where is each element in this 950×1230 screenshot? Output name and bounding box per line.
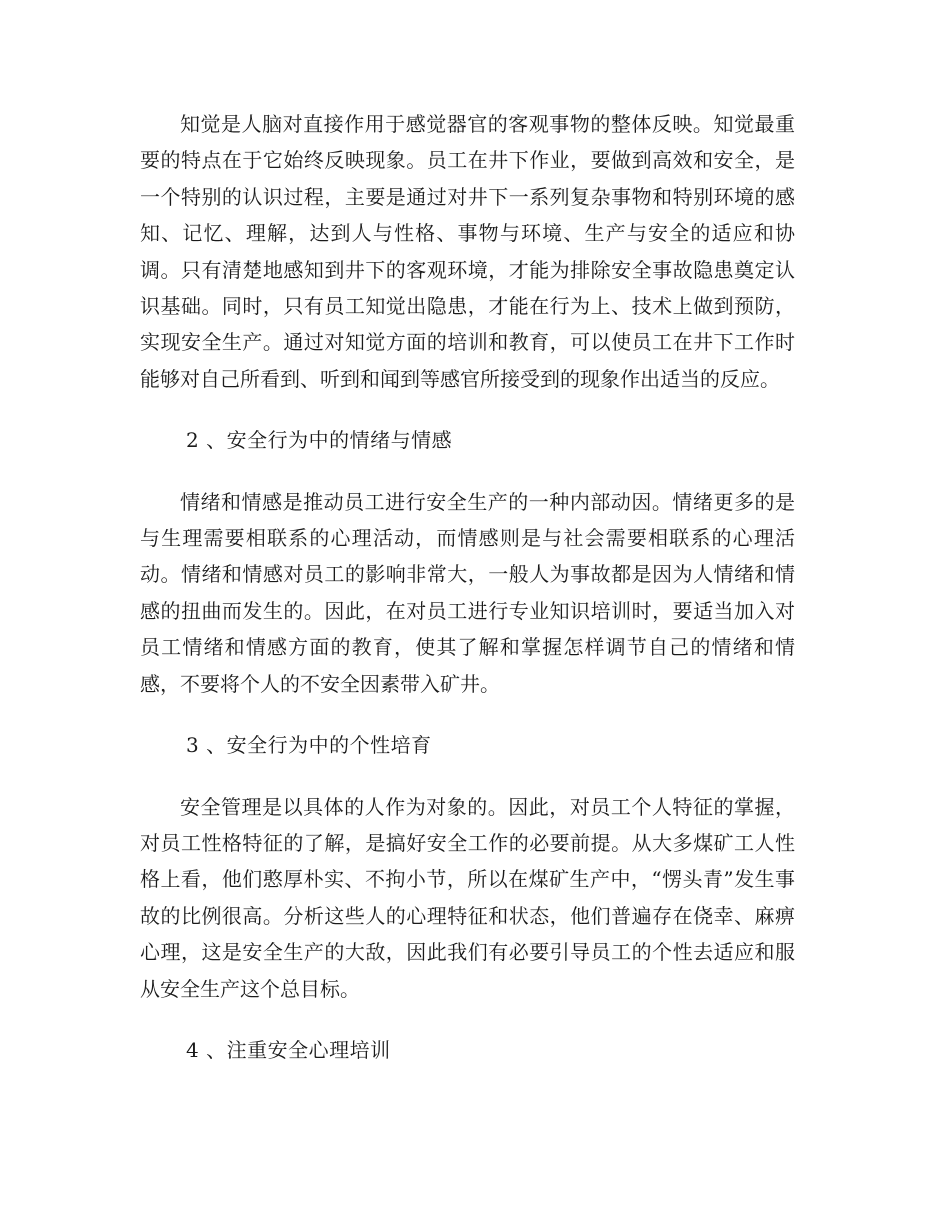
section-heading-4: 4 、注重安全心理培训: [186, 1037, 391, 1062]
document-body: [140, 106, 795, 1068]
paragraph-personality: 安全管理是以具体的人作为对象的。因此，对员工个人特征的掌握，对员工性格特征的了解，是搞好安全工作的必要前提。从大多煤矿工人性格上看，他们憨厚朴实、不拘小节，所以在煤矿生产中，“愣头青”发生事故的比例很高。分析这些人的心理特征和状态，他们普遍存在侥幸、麻痹心理，这是安全生产的大敌，因此我们有必要引导员工的个性去适应和服从安全生产这个总目标。: [140, 794, 795, 1001]
section-heading-3: 3 、安全行为中的个性培育: [186, 733, 432, 758]
paragraph-perception: 知觉是人脑对直接作用于感觉器官的客观事物的整体反映。知觉最重要的特点在于它始终反映现象。员工在井下作业，要做到高效和安全，是一个特别的认识过程，主要是通过对井下一系列复杂事物和特别环境的感知、记忆、理解，达到人与性格、事物与环境、生产与安全的适应和协调。只有清楚地感知到井下的客观环境，才能为排除安全事故隐患奠定认识基础。同时，只有员工知觉出隐患，才能在行为上、技术上做到预防，实现安全生产。通过对知觉方面的培训和教育，可以使员工在井下工作时能够对自己所看到、听到和闻到等感官所接受到的现象作出适当的反应。: [140, 112, 795, 391]
paragraph-emotion: 情绪和情感是推动员工进行安全生产的一种内部动因。情绪更多的是与生理需要相联系的心理活动，而情感则是与社会需要相联系的心理活动。情绪和情感对员工的影响非常大，一般人为事故都是因为人情绪和情感的扭曲而发生的。因此，在对员工进行专业知识培训时，要适当加入对员工情绪和情感方面的教育，使其了解和掌握怎样调节自己的情绪和情感，不要将个人的不安全因素带入矿井。: [140, 489, 795, 696]
section-heading-2: 2 、安全行为中的情绪与情感: [186, 428, 453, 453]
